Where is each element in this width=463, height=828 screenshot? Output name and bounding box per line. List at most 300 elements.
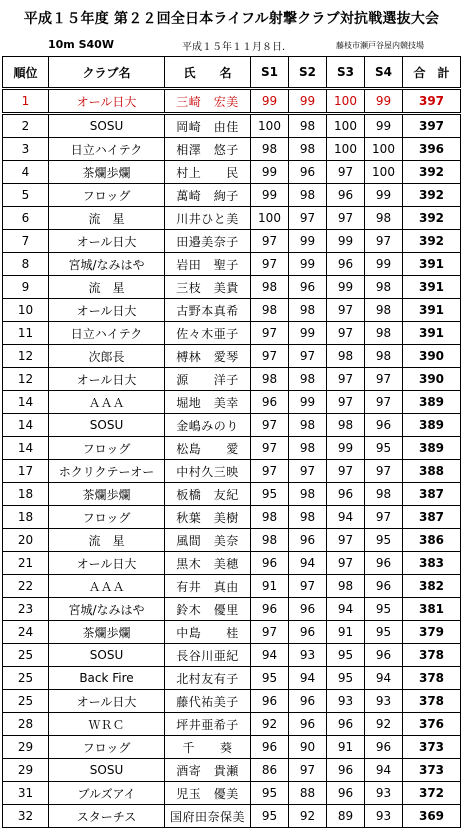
series2-cell: 97 [289, 575, 327, 598]
table-row [3, 299, 461, 322]
shooter-name-cell: 長谷川亜紀 [165, 644, 251, 667]
series2-cell: 88 [289, 782, 327, 805]
club-cell: スターチス [49, 805, 165, 828]
table-row [3, 161, 461, 184]
series4-cell: 100 [365, 138, 403, 161]
series4-cell: 95 [365, 598, 403, 621]
shooter-name-cell: 岡崎 由佳 [165, 114, 251, 138]
series4-cell: 96 [365, 414, 403, 437]
total-cell: 397 [403, 89, 461, 114]
table-row [3, 89, 461, 114]
table-row [3, 368, 461, 391]
series3-cell: 97 [327, 368, 365, 391]
series3-cell: 97 [327, 460, 365, 483]
series2-cell: 98 [289, 483, 327, 506]
table-row [3, 207, 461, 230]
series1-cell: 86 [251, 759, 289, 782]
series4-cell: 98 [365, 207, 403, 230]
series4-cell: 99 [365, 253, 403, 276]
series2-cell: 96 [289, 621, 327, 644]
shooter-name-cell: 萬崎 絢子 [165, 184, 251, 207]
club-cell: オール日大 [49, 552, 165, 575]
series2-cell: 98 [289, 437, 327, 460]
table-row [3, 667, 461, 690]
series3-cell: 97 [327, 161, 365, 184]
series4-cell: 95 [365, 621, 403, 644]
table-row [3, 782, 461, 805]
series2-cell: 98 [289, 114, 327, 138]
total-cell: 378 [403, 690, 461, 713]
table-row [3, 345, 461, 368]
shooter-name-cell: 岩田 聖子 [165, 253, 251, 276]
series4-cell: 97 [365, 506, 403, 529]
shooter-name-cell: 古野本真希 [165, 299, 251, 322]
club-cell: 茶爛歩爛 [49, 483, 165, 506]
shooter-name-cell: 有井 真由 [165, 575, 251, 598]
series4-cell: 98 [365, 483, 403, 506]
rank-cell: 12 [3, 368, 49, 391]
club-cell: SOSU [49, 114, 165, 138]
series4-cell: 99 [365, 184, 403, 207]
header-club: クラブ名 [49, 57, 165, 89]
club-cell: 日立ハイテク [49, 138, 165, 161]
club-cell: フロッグ [49, 184, 165, 207]
total-cell: 373 [403, 759, 461, 782]
table-row [3, 253, 461, 276]
series1-cell: 92 [251, 713, 289, 736]
shooter-name-cell: 北村友有子 [165, 667, 251, 690]
rank-cell: 8 [3, 253, 49, 276]
club-cell: フロッグ [49, 437, 165, 460]
series1-cell: 96 [251, 391, 289, 414]
series1-cell: 98 [251, 138, 289, 161]
rank-cell: 18 [3, 506, 49, 529]
series2-cell: 96 [289, 161, 327, 184]
club-cell: フロッグ [49, 506, 165, 529]
total-cell: 392 [403, 230, 461, 253]
total-cell: 376 [403, 713, 461, 736]
rank-cell: 14 [3, 414, 49, 437]
series3-cell: 97 [327, 391, 365, 414]
rank-cell: 17 [3, 460, 49, 483]
shooter-name-cell: 三枝 美貴 [165, 276, 251, 299]
rank-cell: 7 [3, 230, 49, 253]
total-cell: 386 [403, 529, 461, 552]
series2-cell: 99 [289, 230, 327, 253]
series4-cell: 97 [365, 230, 403, 253]
series1-cell: 97 [251, 345, 289, 368]
club-cell: ＡＡＡ [49, 575, 165, 598]
series4-cell: 94 [365, 667, 403, 690]
shooter-name-cell: 酒寄 貴瀬 [165, 759, 251, 782]
table-row [3, 276, 461, 299]
series2-cell: 97 [289, 345, 327, 368]
table-row [3, 621, 461, 644]
series1-cell: 98 [251, 529, 289, 552]
series4-cell: 93 [365, 690, 403, 713]
rank-cell: 14 [3, 437, 49, 460]
rank-cell: 23 [3, 598, 49, 621]
club-cell: SOSU [49, 759, 165, 782]
series1-cell: 96 [251, 552, 289, 575]
club-cell: 流 星 [49, 529, 165, 552]
rank-cell: 24 [3, 621, 49, 644]
series3-cell: 94 [327, 598, 365, 621]
club-cell: Back Fire [49, 667, 165, 690]
table-row [3, 575, 461, 598]
series2-cell: 96 [289, 529, 327, 552]
shooter-name-cell: 中村久三映 [165, 460, 251, 483]
club-cell: ＡＡＡ [49, 391, 165, 414]
series3-cell: 98 [327, 345, 365, 368]
event-label: 10m S40W [48, 38, 114, 51]
shooter-name-cell: 相澤 悠子 [165, 138, 251, 161]
series1-cell: 96 [251, 690, 289, 713]
club-cell: SOSU [49, 414, 165, 437]
total-cell: 381 [403, 598, 461, 621]
total-cell: 391 [403, 299, 461, 322]
series1-cell: 97 [251, 253, 289, 276]
series3-cell: 95 [327, 644, 365, 667]
series2-cell: 96 [289, 276, 327, 299]
table-row [3, 690, 461, 713]
shooter-name-cell: 金嶋みのり [165, 414, 251, 437]
rank-cell: 3 [3, 138, 49, 161]
rank-cell: 12 [3, 345, 49, 368]
shooter-name-cell: 松島 愛 [165, 437, 251, 460]
series1-cell: 99 [251, 161, 289, 184]
rank-cell: 11 [3, 322, 49, 345]
series2-cell: 98 [289, 368, 327, 391]
rank-cell: 28 [3, 713, 49, 736]
table-row [3, 414, 461, 437]
series3-cell: 96 [327, 483, 365, 506]
shooter-name-cell: 田邉美奈子 [165, 230, 251, 253]
total-cell: 391 [403, 253, 461, 276]
series3-cell: 99 [327, 276, 365, 299]
series2-cell: 94 [289, 667, 327, 690]
table-row [3, 322, 461, 345]
shooter-name-cell: 榑林 愛琴 [165, 345, 251, 368]
shooter-name-cell: 堀地 美幸 [165, 391, 251, 414]
total-cell: 378 [403, 667, 461, 690]
rank-cell: 21 [3, 552, 49, 575]
series2-cell: 98 [289, 414, 327, 437]
table-row [3, 460, 461, 483]
rank-cell: 9 [3, 276, 49, 299]
total-cell: 391 [403, 322, 461, 345]
series2-cell: 99 [289, 253, 327, 276]
total-cell: 396 [403, 138, 461, 161]
series4-cell: 98 [365, 345, 403, 368]
table-row [3, 805, 461, 828]
total-cell: 392 [403, 161, 461, 184]
series1-cell: 97 [251, 322, 289, 345]
series1-cell: 98 [251, 368, 289, 391]
series1-cell: 98 [251, 299, 289, 322]
table-row [3, 230, 461, 253]
series3-cell: 94 [327, 506, 365, 529]
header-s3: S3 [327, 57, 365, 89]
series4-cell: 96 [365, 575, 403, 598]
series2-cell: 99 [289, 322, 327, 345]
series1-cell: 97 [251, 437, 289, 460]
club-cell: オール日大 [49, 368, 165, 391]
series4-cell: 97 [365, 391, 403, 414]
series2-cell: 90 [289, 736, 327, 759]
total-cell: 391 [403, 276, 461, 299]
series4-cell: 98 [365, 276, 403, 299]
series2-cell: 98 [289, 138, 327, 161]
total-cell: 369 [403, 805, 461, 828]
total-cell: 389 [403, 437, 461, 460]
series3-cell: 99 [327, 437, 365, 460]
series3-cell: 96 [327, 713, 365, 736]
shooter-name-cell: 源 洋子 [165, 368, 251, 391]
series3-cell: 97 [327, 322, 365, 345]
series2-cell: 98 [289, 506, 327, 529]
series4-cell: 93 [365, 782, 403, 805]
shooter-name-cell: 国府田奈保美 [165, 805, 251, 828]
table-row [3, 759, 461, 782]
total-cell: 383 [403, 552, 461, 575]
series2-cell: 92 [289, 805, 327, 828]
series2-cell: 96 [289, 598, 327, 621]
club-cell: フロッグ [49, 736, 165, 759]
series3-cell: 91 [327, 736, 365, 759]
club-cell: ホクリクテーオー [49, 460, 165, 483]
rank-cell: 25 [3, 644, 49, 667]
shooter-name-cell: 藤代祐美子 [165, 690, 251, 713]
rank-cell: 4 [3, 161, 49, 184]
series3-cell: 97 [327, 529, 365, 552]
series3-cell: 93 [327, 690, 365, 713]
total-cell: 389 [403, 414, 461, 437]
series4-cell: 94 [365, 759, 403, 782]
table-row [3, 644, 461, 667]
series1-cell: 100 [251, 207, 289, 230]
total-cell: 378 [403, 644, 461, 667]
shooter-name-cell: 中島 桂 [165, 621, 251, 644]
table-row [3, 114, 461, 138]
rank-cell: 29 [3, 759, 49, 782]
series2-cell: 97 [289, 460, 327, 483]
series2-cell: 96 [289, 690, 327, 713]
rank-cell: 6 [3, 207, 49, 230]
series2-cell: 97 [289, 207, 327, 230]
series3-cell: 96 [327, 184, 365, 207]
series4-cell: 100 [365, 161, 403, 184]
shooter-name-cell: 鈴木 優里 [165, 598, 251, 621]
series2-cell: 94 [289, 552, 327, 575]
series1-cell: 96 [251, 598, 289, 621]
series3-cell: 97 [327, 299, 365, 322]
series3-cell: 100 [327, 89, 365, 114]
series4-cell: 98 [365, 299, 403, 322]
series1-cell: 95 [251, 782, 289, 805]
table-row [3, 391, 461, 414]
rank-cell: 10 [3, 299, 49, 322]
series4-cell: 98 [365, 322, 403, 345]
club-cell: 宮城/なみはや [49, 253, 165, 276]
shooter-name-cell: 三崎 宏美 [165, 89, 251, 114]
total-cell: 373 [403, 736, 461, 759]
club-cell: オール日大 [49, 89, 165, 114]
table-row [3, 529, 461, 552]
table-row [3, 138, 461, 161]
series4-cell: 96 [365, 736, 403, 759]
series3-cell: 99 [327, 230, 365, 253]
series1-cell: 91 [251, 575, 289, 598]
club-cell: 茶爛歩爛 [49, 621, 165, 644]
total-cell: 390 [403, 345, 461, 368]
series1-cell: 100 [251, 114, 289, 138]
shooter-name-cell: 川井ひと美 [165, 207, 251, 230]
series1-cell: 99 [251, 184, 289, 207]
series2-cell: 99 [289, 89, 327, 114]
rank-cell: 14 [3, 391, 49, 414]
club-cell: 宮城/なみはや [49, 598, 165, 621]
shooter-name-cell: 秋葉 美樹 [165, 506, 251, 529]
date-label: 平成１５年１１月８日. [182, 42, 286, 53]
table-row [3, 184, 461, 207]
shooter-name-cell: 児玉 優美 [165, 782, 251, 805]
shooter-name-cell: 千 葵 [165, 736, 251, 759]
series1-cell: 97 [251, 621, 289, 644]
header-s4: S4 [365, 57, 403, 89]
total-cell: 397 [403, 114, 461, 138]
rank-cell: 32 [3, 805, 49, 828]
series4-cell: 95 [365, 529, 403, 552]
rank-cell: 2 [3, 114, 49, 138]
rank-cell: 29 [3, 736, 49, 759]
results-table [2, 56, 461, 828]
series4-cell: 99 [365, 114, 403, 138]
total-cell: 392 [403, 184, 461, 207]
series3-cell: 98 [327, 575, 365, 598]
series3-cell: 96 [327, 782, 365, 805]
series3-cell: 89 [327, 805, 365, 828]
series1-cell: 96 [251, 736, 289, 759]
table-row [3, 437, 461, 460]
series1-cell: 97 [251, 414, 289, 437]
total-cell: 379 [403, 621, 461, 644]
series4-cell: 92 [365, 713, 403, 736]
club-cell: SOSU [49, 644, 165, 667]
series1-cell: 97 [251, 230, 289, 253]
club-cell: 流 星 [49, 276, 165, 299]
total-cell: 389 [403, 391, 461, 414]
series1-cell: 95 [251, 667, 289, 690]
table-row [3, 713, 461, 736]
series3-cell: 96 [327, 253, 365, 276]
rank-cell: 25 [3, 667, 49, 690]
series4-cell: 99 [365, 89, 403, 114]
header-s1: S1 [251, 57, 289, 89]
table-row [3, 483, 461, 506]
series2-cell: 96 [289, 713, 327, 736]
series2-cell: 99 [289, 391, 327, 414]
club-cell: オール日大 [49, 230, 165, 253]
table-row [3, 598, 461, 621]
rank-cell: 22 [3, 575, 49, 598]
series2-cell: 97 [289, 759, 327, 782]
series3-cell: 97 [327, 552, 365, 575]
shooter-name-cell: 佐々木亜子 [165, 322, 251, 345]
page-title: 平成１５年度 第２２回全日本ライフル射撃クラブ対抗戦選抜大会 [23, 11, 440, 27]
series1-cell: 98 [251, 276, 289, 299]
series1-cell: 95 [251, 805, 289, 828]
header-s2: S2 [289, 57, 327, 89]
series3-cell: 96 [327, 759, 365, 782]
shooter-name-cell: 坪井亜希子 [165, 713, 251, 736]
rank-cell: 20 [3, 529, 49, 552]
shooter-name-cell: 板橋 友紀 [165, 483, 251, 506]
series2-cell: 98 [289, 184, 327, 207]
series3-cell: 97 [327, 207, 365, 230]
rank-cell: 1 [3, 89, 49, 114]
total-cell: 372 [403, 782, 461, 805]
club-cell: ブルズアイ [49, 782, 165, 805]
club-cell: 流 星 [49, 207, 165, 230]
series3-cell: 95 [327, 667, 365, 690]
series1-cell: 97 [251, 460, 289, 483]
total-cell: 392 [403, 207, 461, 230]
club-cell: ＷＲＣ [49, 713, 165, 736]
series4-cell: 96 [365, 644, 403, 667]
series3-cell: 100 [327, 114, 365, 138]
total-cell: 382 [403, 575, 461, 598]
shooter-name-cell: 村上 民 [165, 161, 251, 184]
series4-cell: 97 [365, 460, 403, 483]
series3-cell: 91 [327, 621, 365, 644]
series1-cell: 94 [251, 644, 289, 667]
header-name: 氏 名 [165, 57, 251, 89]
rank-cell: 18 [3, 483, 49, 506]
series2-cell: 98 [289, 299, 327, 322]
rank-cell: 31 [3, 782, 49, 805]
header-rank: 順位 [3, 57, 49, 89]
club-cell: 日立ハイテク [49, 322, 165, 345]
header-row [3, 57, 461, 89]
shooter-name-cell: 黒木 美穂 [165, 552, 251, 575]
total-cell: 387 [403, 483, 461, 506]
rank-cell: 25 [3, 690, 49, 713]
table-row [3, 506, 461, 529]
total-cell: 387 [403, 506, 461, 529]
table-row [3, 552, 461, 575]
series1-cell: 99 [251, 89, 289, 114]
series1-cell: 95 [251, 483, 289, 506]
total-cell: 388 [403, 460, 461, 483]
series4-cell: 96 [365, 552, 403, 575]
series3-cell: 98 [327, 414, 365, 437]
club-cell: オール日大 [49, 299, 165, 322]
venue-label: 藤枝市瀬戸谷屋内競技場 [336, 41, 424, 50]
rank-cell: 5 [3, 184, 49, 207]
club-cell: 茶爛歩爛 [49, 161, 165, 184]
series4-cell: 95 [365, 437, 403, 460]
series2-cell: 93 [289, 644, 327, 667]
club-cell: オール日大 [49, 690, 165, 713]
series1-cell: 98 [251, 506, 289, 529]
table-row [3, 736, 461, 759]
header-total: 合 計 [403, 57, 461, 89]
series4-cell: 93 [365, 805, 403, 828]
club-cell: 次郎長 [49, 345, 165, 368]
total-cell: 390 [403, 368, 461, 391]
series4-cell: 97 [365, 368, 403, 391]
